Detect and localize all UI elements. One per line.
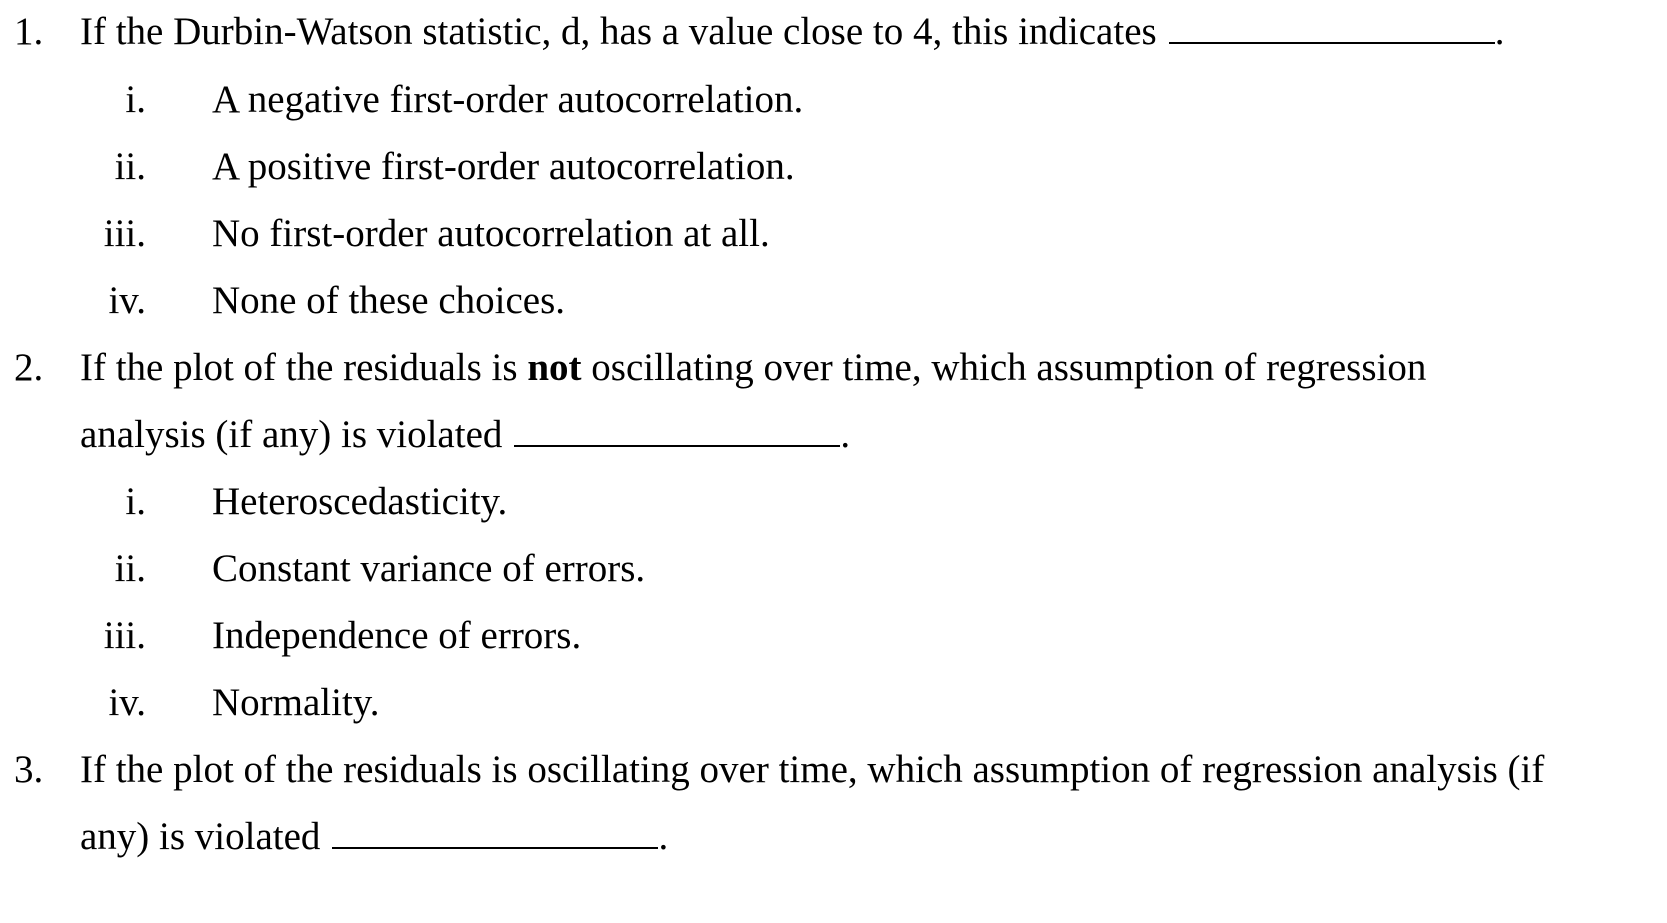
answer-blank <box>332 846 658 849</box>
option-numeral: i. <box>125 480 146 523</box>
option-text: None of these choices. <box>212 279 566 322</box>
option-numeral: iii. <box>103 212 146 255</box>
end-punct: . <box>658 815 669 858</box>
option-numeral: iii. <box>103 614 146 657</box>
question-text: If the plot of the residuals is oscillating over time, which assumption of regression analysis (if <box>80 748 1545 791</box>
option-text: Constant variance of errors. <box>212 547 646 590</box>
option-text: Normality. <box>212 681 380 724</box>
option-text: A negative first-order autocorrelation. <box>212 78 804 121</box>
option-text: Heteroscedasticity. <box>212 480 508 523</box>
option-numeral: i. <box>125 78 146 121</box>
answer-blank <box>1169 41 1495 44</box>
question-text: If the Durbin-Watson statistic, d, has a value close to 4, this indicates <box>80 10 1157 53</box>
option-numeral: ii. <box>114 145 146 188</box>
question-text: any) is violated <box>80 815 321 858</box>
option-text: Independence of errors. <box>212 614 582 657</box>
question-number: 2. <box>14 346 44 389</box>
end-punct: . <box>1494 10 1505 53</box>
option-numeral: iv. <box>108 681 146 724</box>
question-number: 3. <box>14 748 44 791</box>
option-text: No first-order autocorrelation at all. <box>212 212 770 255</box>
question-text: analysis (if any) is violated <box>80 413 503 456</box>
emphasis-not: not <box>527 346 582 389</box>
answer-blank <box>514 444 840 447</box>
question-number: 1. <box>14 10 44 53</box>
end-punct: . <box>840 413 851 456</box>
option-text: A positive first-order autocorrelation. <box>212 145 795 188</box>
question-text-post: oscillating over time, which assumption of regression <box>591 346 1427 389</box>
option-numeral: iv. <box>108 279 146 322</box>
question-text-pre: If the plot of the residuals is <box>80 346 518 389</box>
option-numeral: ii. <box>114 547 146 590</box>
